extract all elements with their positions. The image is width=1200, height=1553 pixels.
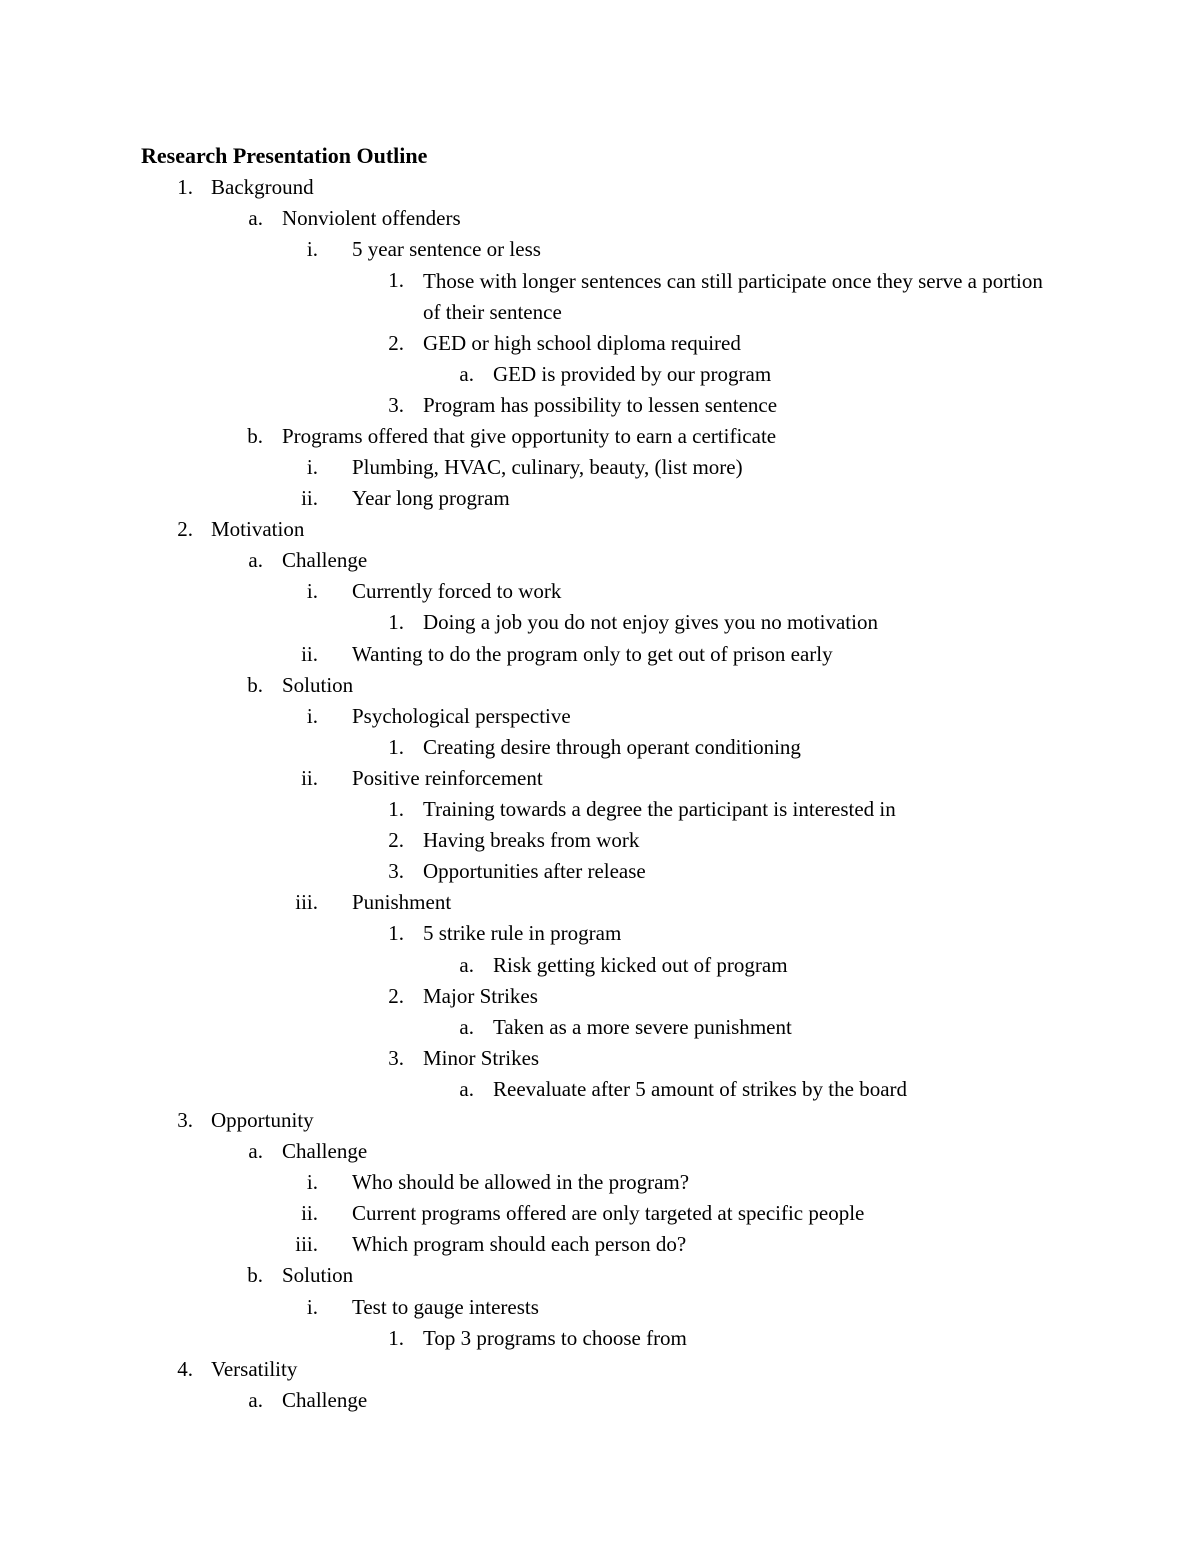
outline-item-marker: ii. bbox=[301, 766, 318, 790]
outline-item-marker: 4. bbox=[177, 1357, 193, 1381]
outline-item bbox=[0, 919, 1200, 947]
outline-item bbox=[0, 515, 1200, 543]
outline-item bbox=[0, 951, 1200, 979]
outline-item bbox=[0, 360, 1200, 388]
outline-item-text: Major Strikes bbox=[423, 984, 538, 1008]
outline-item-text: Nonviolent offenders bbox=[282, 206, 461, 230]
outline-item-text: GED is provided by our program bbox=[493, 362, 772, 386]
outline-item-marker: 1. bbox=[388, 797, 404, 821]
outline-item bbox=[0, 484, 1200, 512]
outline-item bbox=[0, 1106, 1200, 1134]
outline-item bbox=[0, 1013, 1200, 1041]
outline-item-marker: iii. bbox=[295, 890, 318, 914]
document-title: Research Presentation Outline bbox=[141, 143, 428, 168]
outline-item-marker: 3. bbox=[388, 393, 404, 417]
outline-item bbox=[0, 640, 1200, 668]
outline-item-marker: 3. bbox=[388, 1046, 404, 1070]
outline-item bbox=[0, 764, 1200, 792]
outline-item-marker: ii. bbox=[301, 1201, 318, 1225]
outline-item-text: Minor Strikes bbox=[423, 1046, 540, 1070]
outline-item-text: Punishment bbox=[352, 890, 452, 914]
outline-item bbox=[0, 1168, 1200, 1196]
outline-item-marker: a. bbox=[459, 362, 474, 386]
outline-item bbox=[0, 546, 1200, 574]
outline-item-marker: 3. bbox=[177, 1108, 193, 1132]
outline-item bbox=[0, 204, 1200, 232]
outline-item-marker: a. bbox=[248, 1139, 263, 1163]
outline-item-text: Plumbing, HVAC, culinary, beauty, (list more) bbox=[352, 455, 743, 479]
outline-item-marker: a. bbox=[459, 1077, 474, 1101]
outline-item-marker: i. bbox=[306, 1295, 318, 1319]
outline-item-text: Solution bbox=[282, 673, 354, 697]
outline-item-text: Challenge bbox=[282, 548, 368, 572]
outline-item bbox=[0, 391, 1200, 419]
outline-item-text: Taken as a more severe punishment bbox=[493, 1015, 792, 1039]
outline-item-text: Opportunities after release bbox=[423, 859, 646, 883]
outline-item-text: Top 3 programs to choose from bbox=[423, 1326, 687, 1350]
outline-item-text: Background bbox=[211, 175, 314, 199]
outline-item-marker: b. bbox=[247, 673, 263, 697]
outline-item bbox=[0, 1261, 1200, 1289]
outline-item-text: Having breaks from work bbox=[423, 828, 640, 852]
outline-item-text: Solution bbox=[282, 1263, 354, 1287]
outline-item bbox=[0, 888, 1200, 916]
outline-item bbox=[0, 453, 1200, 481]
outline-item-text: Motivation bbox=[211, 517, 305, 541]
outline-item bbox=[0, 733, 1200, 761]
outline-item bbox=[0, 982, 1200, 1010]
outline-item-text: Wanting to do the program only to get out of prison early bbox=[352, 642, 833, 666]
outline-item-text: Test to gauge interests bbox=[352, 1295, 539, 1319]
outline-item-text: Training towards a degree the participant is interested in bbox=[423, 797, 896, 821]
outline-item-text: Positive reinforcement bbox=[352, 766, 543, 790]
outline-item bbox=[0, 1324, 1200, 1352]
outline-item bbox=[0, 1075, 1200, 1103]
outline-item-text: Opportunity bbox=[211, 1108, 314, 1132]
outline-item bbox=[0, 857, 1200, 885]
outline-item-text: Creating desire through operant conditioning bbox=[423, 735, 801, 759]
outline-item-marker: 2. bbox=[388, 984, 404, 1008]
outline-item bbox=[0, 173, 1200, 201]
outline-item-marker: i. bbox=[306, 704, 318, 728]
outline-item-text: Psychological perspective bbox=[352, 704, 571, 728]
outline-item bbox=[0, 826, 1200, 854]
outline-item-marker: i. bbox=[306, 1170, 318, 1194]
outline-item-marker: 1. bbox=[388, 610, 404, 634]
outline-item-text: Doing a job you do not enjoy gives you no motivation bbox=[423, 610, 878, 634]
outline-item-text: Current programs offered are only targeted at specific people bbox=[352, 1201, 865, 1225]
outline-item-text: Those with longer sentences can still participate once they serve a portion of their sentence bbox=[423, 269, 1043, 324]
outline-item-marker: 1. bbox=[388, 921, 404, 945]
outline-item bbox=[0, 266, 1200, 324]
outline-item bbox=[0, 671, 1200, 699]
outline-item-text: Programs offered that give opportunity to earn a certificate bbox=[282, 424, 777, 448]
outline-item bbox=[0, 1293, 1200, 1321]
outline-item-marker: 2. bbox=[388, 828, 404, 852]
outline-item-marker: ii. bbox=[301, 486, 318, 510]
outline-item-marker: a. bbox=[248, 1388, 263, 1412]
outline-item-text: Risk getting kicked out of program bbox=[493, 953, 788, 977]
outline-item-text: GED or high school diploma required bbox=[423, 331, 741, 355]
outline-item-marker: a. bbox=[459, 953, 474, 977]
outline-item-text: 5 year sentence or less bbox=[352, 237, 541, 261]
outline-item-text: Currently forced to work bbox=[352, 579, 562, 603]
outline-item-marker: a. bbox=[248, 548, 263, 572]
outline-item-marker: ii. bbox=[301, 642, 318, 666]
outline-item bbox=[0, 235, 1200, 263]
outline-item-marker: i. bbox=[306, 455, 318, 479]
outline-item-marker: a. bbox=[459, 1015, 474, 1039]
outline-item-marker: 3. bbox=[388, 859, 404, 883]
outline-item-text: Challenge bbox=[282, 1388, 368, 1412]
outline-item-marker: 2. bbox=[177, 517, 193, 541]
outline-item bbox=[0, 608, 1200, 636]
outline-item-marker: a. bbox=[248, 206, 263, 230]
outline-item bbox=[0, 1230, 1200, 1258]
outline-item-text: Program has possibility to lessen sentence bbox=[423, 393, 778, 417]
outline-item bbox=[0, 1355, 1200, 1383]
outline-item-marker: b. bbox=[247, 424, 263, 448]
outline-item-text: 5 strike rule in program bbox=[423, 921, 622, 945]
outline-item bbox=[0, 702, 1200, 730]
outline-item bbox=[0, 422, 1200, 450]
outline-item bbox=[0, 1137, 1200, 1165]
outline-item-marker: 1. bbox=[388, 735, 404, 759]
outline-item-marker: i. bbox=[306, 237, 318, 261]
outline-item-marker: 2. bbox=[388, 331, 404, 355]
outline-item-marker: 1. bbox=[177, 175, 193, 199]
outline-item-text: Year long program bbox=[352, 486, 510, 510]
outline-item bbox=[0, 1386, 1200, 1414]
outline-item bbox=[0, 329, 1200, 357]
outline-item-marker: 1. bbox=[388, 1326, 404, 1350]
outline-item-marker: b. bbox=[247, 1263, 263, 1287]
outline-item-marker: iii. bbox=[295, 1232, 318, 1256]
outline-item-text: Reevaluate after 5 amount of strikes by the board bbox=[493, 1077, 908, 1101]
outline-item bbox=[0, 795, 1200, 823]
outline-item bbox=[0, 1199, 1200, 1227]
outline-item bbox=[0, 1044, 1200, 1072]
outline-item bbox=[0, 577, 1200, 605]
outline-item-text: Challenge bbox=[282, 1139, 368, 1163]
outline-item-marker: 1. bbox=[388, 268, 404, 292]
outline-item-text: Which program should each person do? bbox=[352, 1232, 687, 1256]
outline-item-marker: i. bbox=[306, 579, 318, 603]
outline-item-text: Versatility bbox=[211, 1357, 298, 1381]
outline-item-text: Who should be allowed in the program? bbox=[352, 1170, 690, 1194]
